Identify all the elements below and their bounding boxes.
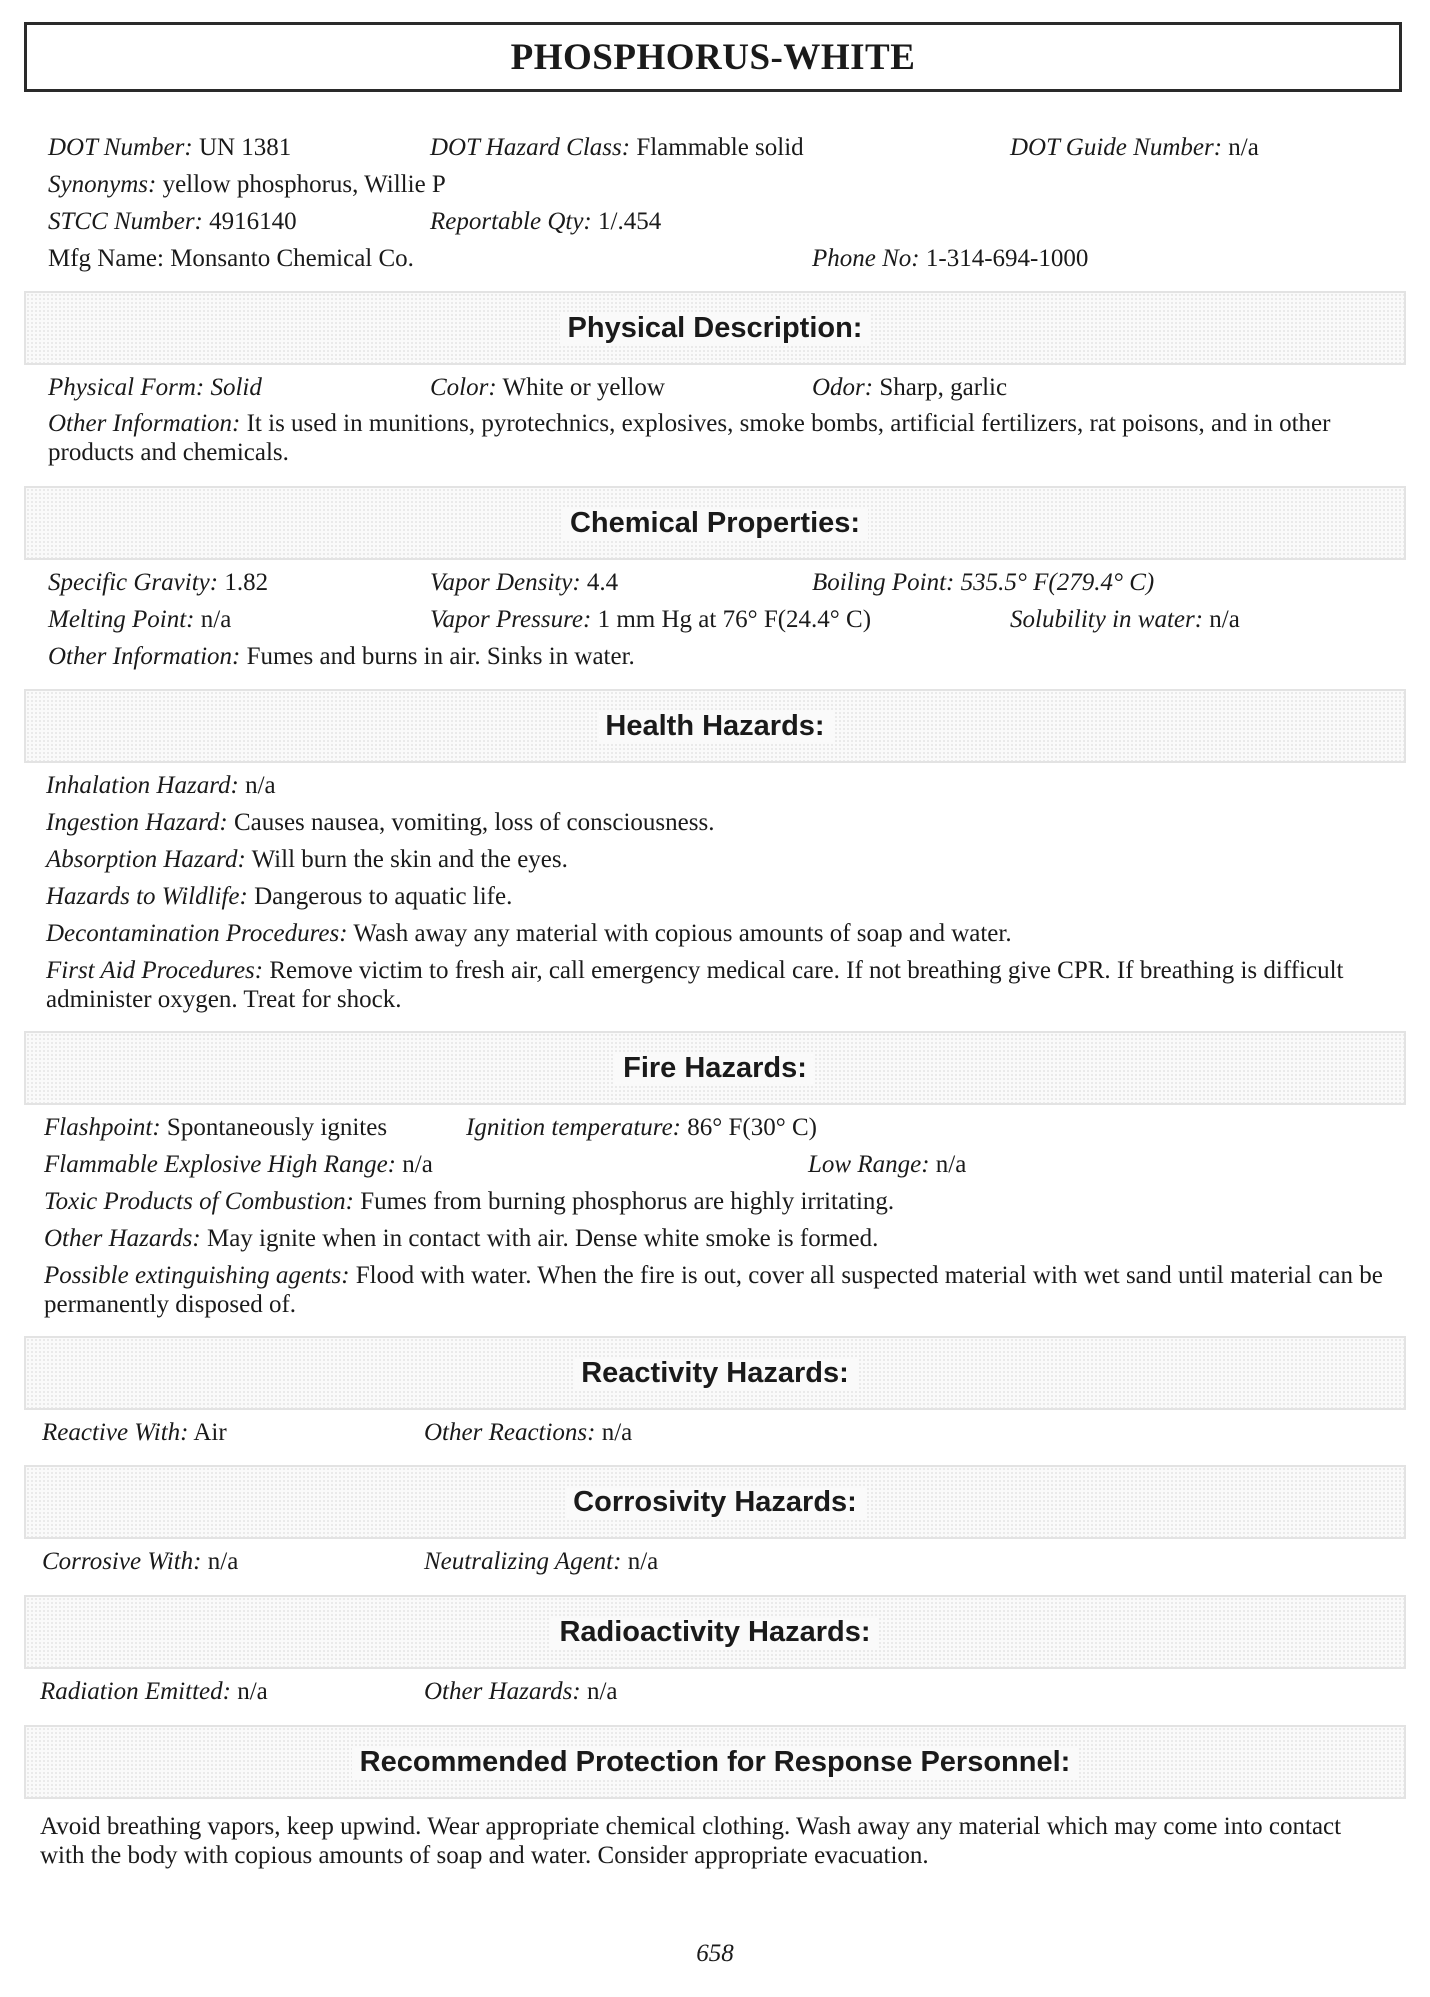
melting-point-label: Melting Point:: [48, 606, 195, 633]
possible-extinguishing-agents: [44, 1261, 1388, 1319]
corrosivity-hazards-heading: [24, 1465, 1406, 1539]
mfg-name-label: Mfg Name:: [48, 245, 164, 272]
synonyms: [48, 170, 446, 199]
phone-no: [812, 244, 1088, 273]
physical-other-value: It is used in munitions, pyrotechnics, explosives, smoke bombs, artificial fertilizers, rat poisons, and in other products and chemicals.: [48, 410, 1331, 466]
page-number: 658: [696, 1940, 734, 1967]
stcc-number-label: STCC Number:: [48, 208, 203, 235]
radioactivity-other-value: n/a: [580, 1678, 618, 1705]
health-heading-text: Health Hazards:: [597, 710, 832, 743]
chemical-other-value: Fumes and burns in air. Sinks in water.: [240, 643, 635, 670]
fire-other-hazards: [44, 1224, 878, 1253]
dot-number-value: UN 1381: [192, 134, 292, 161]
reactive-with-value: Air: [188, 1419, 227, 1446]
protection-heading-text: Recommended Protection for Response Personnel:: [352, 1746, 1079, 1779]
absorption-value: Will burn the skin and the eyes.: [245, 846, 568, 873]
vapor-pressure-value: 1 mm Hg at 76° F(24.4° C): [591, 606, 872, 633]
wildlife-value: Dangerous to aquatic life.: [247, 883, 513, 910]
physical-other-label: Other Information:: [48, 410, 241, 437]
phone-no-label: Phone No:: [812, 245, 920, 272]
solubility-value: n/a: [1203, 606, 1240, 633]
specific-gravity: [48, 568, 268, 597]
flashpoint-label: Flashpoint:: [44, 1114, 161, 1141]
synonyms-label: Synonyms:: [48, 171, 157, 198]
high-range-label: Flammable Explosive High Range:: [44, 1151, 396, 1178]
stcc-number-value: 4916140: [202, 208, 297, 235]
boiling-point: [812, 568, 1154, 597]
physical-form-label: Physical Form:: [48, 374, 205, 401]
inhalation-label: Inhalation Hazard:: [46, 772, 239, 799]
inhalation-hazard: [46, 771, 276, 800]
odor-value: Sharp, garlic: [873, 374, 1008, 401]
absorption-hazard: [46, 845, 568, 874]
reactivity-hazards-heading: [24, 1336, 1406, 1410]
reactivity-heading-text: Reactivity Hazards:: [573, 1357, 857, 1390]
low-range: [808, 1150, 966, 1179]
color-label: Color:: [430, 374, 497, 401]
physical-heading-text: Physical Description:: [560, 312, 871, 345]
corrosive-with-value: n/a: [201, 1548, 239, 1575]
odor-label: Odor:: [812, 374, 874, 401]
title-text: PHOSPHORUS-WHITE: [510, 36, 916, 78]
decontamination-label: Decontamination Procedures:: [46, 920, 348, 947]
decontamination-procedures: [46, 919, 1012, 948]
ingestion-value: Causes nausea, vomiting, loss of consciousness.: [227, 809, 715, 836]
dot-hazard-class-value: Flammable solid: [630, 134, 804, 161]
radioactivity-hazards-heading: [24, 1595, 1406, 1669]
first-aid-procedures: [46, 956, 1388, 1014]
absorption-label: Absorption Hazard:: [46, 846, 246, 873]
fire-heading-text: Fire Hazards:: [615, 1052, 815, 1085]
radioactivity-other-label: Other Hazards:: [424, 1678, 581, 1705]
first-aid-value: Remove victim to fresh air, call emergency medical care. If not breathing give CPR. If breathing is difficult administer oxygen. Treat for shock.: [46, 957, 1344, 1013]
chemical-other-label: Other Information:: [48, 643, 241, 670]
neutralizing-label: Neutralizing Agent:: [424, 1548, 622, 1575]
dot-guide-number-value: n/a: [1222, 134, 1259, 161]
radioactivity-other-hazards: [424, 1677, 618, 1706]
ignition-label: Ignition temperature:: [466, 1114, 682, 1141]
corrosive-with-label: Corrosive With:: [42, 1548, 202, 1575]
chemical-properties-heading: [24, 486, 1406, 560]
wildlife-label: Hazards to Wildlife:: [46, 883, 248, 910]
neutralizing-agent: [424, 1547, 658, 1576]
chemical-other-information: [48, 642, 635, 671]
extinguishing-value: Flood with water. When the fire is out, cover all suspected material with wet sand until material can be permanently disposed of.: [44, 1262, 1383, 1318]
toxic-products-value: Fumes from burning phosphorus are highly irritating.: [353, 1188, 895, 1215]
high-range-value: n/a: [396, 1151, 433, 1178]
ingestion-label: Ingestion Hazard:: [46, 809, 228, 836]
vapor-pressure: [430, 605, 871, 634]
ignition-temperature: [466, 1113, 817, 1142]
dot-guide-number: [1010, 133, 1259, 162]
inhalation-value: n/a: [238, 772, 276, 799]
reportable-qty-value: 1/.454: [591, 208, 662, 235]
dot-number: [48, 133, 291, 162]
fire-other-hazards-label: Other Hazards:: [44, 1225, 201, 1252]
boiling-point-label: Boiling Point:: [812, 569, 955, 596]
vapor-density-value: 4.4: [580, 569, 619, 596]
specific-gravity-label: Specific Gravity:: [48, 569, 219, 596]
reportable-qty: [430, 207, 661, 236]
flammable-high-range: [44, 1150, 433, 1179]
radioactivity-heading-text: Radioactivity Hazards:: [551, 1616, 878, 1649]
extinguishing-label: Possible extinguishing agents:: [44, 1262, 350, 1289]
first-aid-label: First Aid Procedures:: [46, 957, 264, 984]
corrosive-with: [42, 1547, 238, 1576]
ingestion-hazard: [46, 808, 714, 837]
protection-heading: [24, 1725, 1406, 1799]
physical-form: [48, 373, 262, 402]
health-hazards-heading: [24, 689, 1406, 763]
neutralizing-value: n/a: [621, 1548, 659, 1575]
hazards-to-wildlife: [46, 882, 512, 911]
decontamination-value: Wash away any material with copious amounts of soap and water.: [347, 920, 1012, 947]
vapor-pressure-label: Vapor Pressure:: [430, 606, 592, 633]
boiling-point-value: 535.5° F(279.4° C): [954, 569, 1155, 596]
physical-form-value: Solid: [204, 374, 262, 401]
solubility-in-water: [1010, 605, 1240, 634]
mfg-name: [48, 244, 414, 273]
reactive-with-label: Reactive With:: [42, 1419, 189, 1446]
vapor-density: [430, 568, 618, 597]
vapor-density-label: Vapor Density:: [430, 569, 581, 596]
other-reactions-value: n/a: [595, 1419, 633, 1446]
ignition-value: 86° F(30° C): [681, 1114, 817, 1141]
radiation-value: n/a: [230, 1678, 268, 1705]
toxic-products-of-combustion: [44, 1187, 894, 1216]
melting-point-value: n/a: [194, 606, 232, 633]
mfg-name-value: Monsanto Chemical Co.: [163, 245, 414, 272]
low-range-value: n/a: [929, 1151, 967, 1178]
phone-no-value: 1-314-694-1000: [919, 245, 1089, 272]
page-title: [24, 22, 1402, 92]
synonyms-value: yellow phosphorus, Willie P: [156, 171, 446, 198]
solubility-label: Solubility in water:: [1010, 606, 1204, 633]
specific-gravity-value: 1.82: [218, 569, 269, 596]
color-value: White or yellow: [496, 374, 665, 401]
reportable-qty-label: Reportable Qty:: [430, 208, 592, 235]
chemical-heading-text: Chemical Properties:: [562, 507, 868, 540]
reactive-with: [42, 1418, 227, 1447]
corrosivity-heading-text: Corrosivity Hazards:: [565, 1486, 865, 1519]
toxic-products-label: Toxic Products of Combustion:: [44, 1188, 354, 1215]
fire-other-hazards-value: May ignite when in contact with air. Dense white smoke is formed.: [200, 1225, 879, 1252]
physical-other-information: [48, 409, 1388, 467]
dot-number-label: DOT Number:: [48, 134, 193, 161]
melting-point: [48, 605, 231, 634]
physical-description-heading: [24, 291, 1406, 365]
stcc-number: [48, 207, 297, 236]
dot-hazard-class-label: DOT Hazard Class:: [430, 134, 631, 161]
color: [430, 373, 665, 402]
protection-text: Avoid breathing vapors, keep upwind. Wear appropriate chemical clothing. Wash away any material which may come into contact with the body with copious amounts of soap and water. Consider appropriate evacuation.: [40, 1813, 1342, 1869]
dot-guide-number-label: DOT Guide Number:: [1010, 134, 1223, 161]
other-reactions-label: Other Reactions:: [424, 1419, 596, 1446]
odor: [812, 373, 1007, 402]
radiation-emitted: [40, 1677, 268, 1706]
dot-hazard-class: [430, 133, 804, 162]
other-reactions: [424, 1418, 632, 1447]
fire-hazards-heading: [24, 1031, 1406, 1105]
flashpoint: [44, 1113, 387, 1142]
radiation-label: Radiation Emitted:: [40, 1678, 231, 1705]
low-range-label: Low Range:: [808, 1151, 930, 1178]
flashpoint-value: Spontaneously ignites: [160, 1114, 388, 1141]
